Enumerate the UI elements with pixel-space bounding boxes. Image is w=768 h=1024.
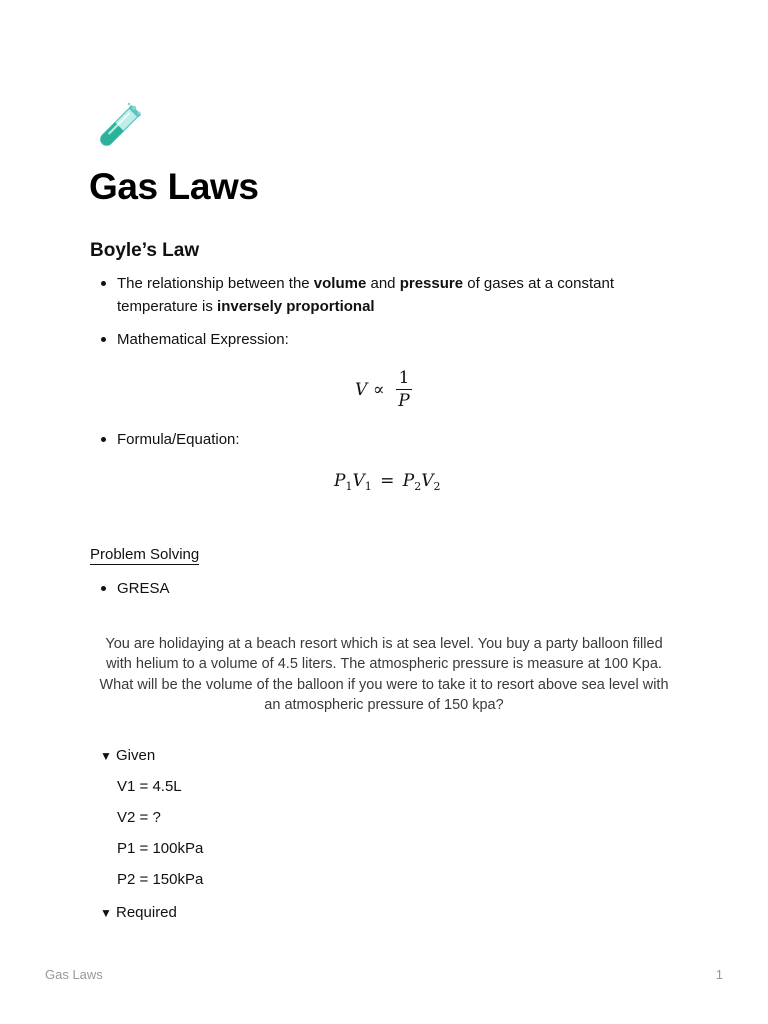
footer-title: Gas Laws (45, 967, 103, 982)
bullet-dot (101, 281, 106, 286)
toggle-arrow-icon[interactable]: ▼ (100, 749, 112, 763)
bullet-dot (101, 437, 106, 442)
problem-solving-heading: Problem Solving (90, 546, 200, 563)
bullet-mathematical-expression: Mathematical Expression: (117, 328, 289, 351)
bullet-dot (101, 586, 106, 591)
bullet-dot (101, 337, 106, 342)
section-heading-boyles-law: Boyle’s Law (90, 240, 200, 261)
page-title: Gas Laws (89, 166, 259, 207)
bullet-formula-equation: Formula/Equation: (117, 428, 240, 451)
test-tube-icon (90, 100, 146, 156)
toggle-given[interactable]: ▼ Given (100, 747, 156, 764)
footer-page-number: 1 (715, 967, 723, 982)
bullet-gresa: GRESA (117, 577, 170, 600)
given-line: P2 = 150kPa (117, 871, 204, 888)
given-line: V2 = ? (117, 809, 161, 826)
math-formula: $P_1V_1 = P_2V_2$ (334, 471, 441, 493)
problem-statement: You are holidaying at a beach resort which is at sea level. You buy a party balloon filled with helium to a volume of 4.5 liters. The atmospheric pressure is measure at 100 Kpa. What will be the volume of the balloon if you were to take it to resort above sea level with an atmospheric pressure of 150 kpa? (99, 636, 669, 713)
toggle-required[interactable]: ▼ Required (100, 904, 177, 921)
bullet-relationship: The relationship between the volume and pressure of gases at a constant temperature is inversely proportional (117, 272, 677, 318)
given-line: P1 = 100kPa (117, 840, 204, 857)
fraction: 1 P (396, 368, 412, 411)
toggle-arrow-icon[interactable]: ▼ (100, 906, 112, 920)
given-line: V1 = 4.5L (117, 778, 182, 795)
